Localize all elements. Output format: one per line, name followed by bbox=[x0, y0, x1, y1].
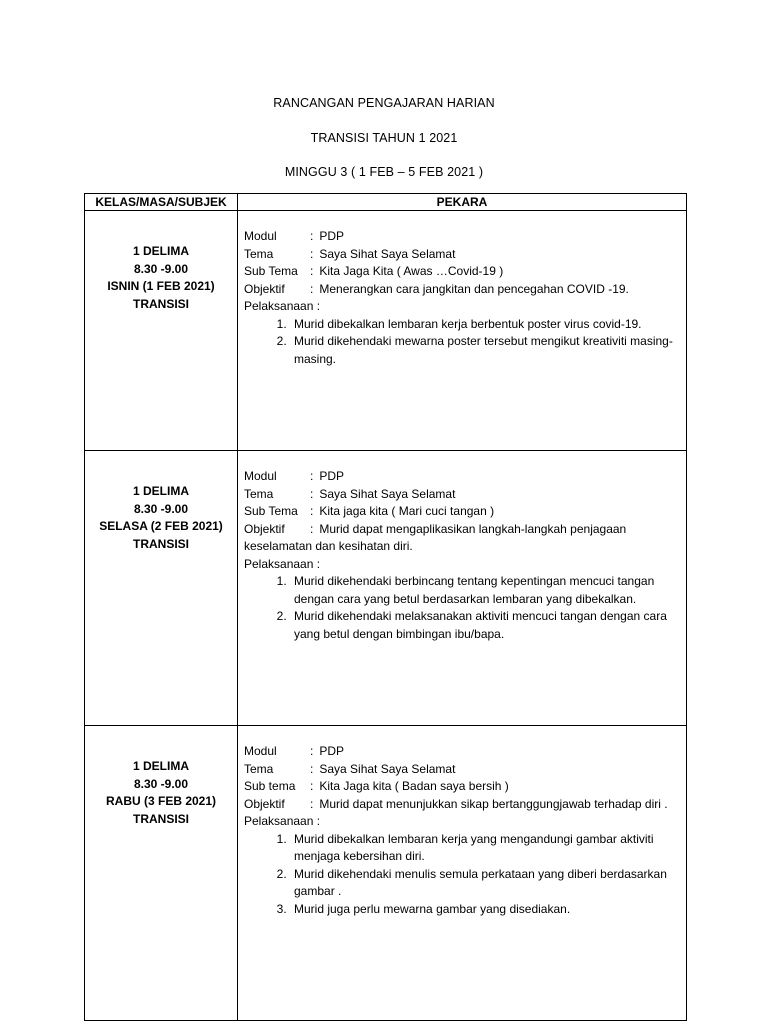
class-subject: TRANSISI bbox=[132, 811, 189, 826]
objektif-label: Objektif bbox=[244, 281, 285, 296]
class-time-cell bbox=[85, 451, 238, 726]
class-time: 8.30 -9.00 bbox=[133, 501, 189, 516]
modul-value: PDP bbox=[319, 469, 345, 483]
table-row bbox=[85, 211, 687, 451]
objektif-value: Menerangkan cara jangkitan dan pencegahan COVID -19. bbox=[319, 281, 629, 296]
table-row bbox=[85, 451, 687, 726]
tema-line: Tema : Saya Sihat Saya Selamat bbox=[244, 486, 678, 504]
modul-value: PDP bbox=[319, 229, 345, 243]
document-week: MINGGU 3 ( 1 FEB – 5 FEB 2021 ) bbox=[284, 165, 484, 179]
tema-label: Tema bbox=[244, 246, 274, 261]
class-day: SELASA (2 FEB 2021) bbox=[99, 519, 223, 533]
objektif-label: Objektif bbox=[244, 521, 285, 536]
objektif-line: Objektif : Murid dapat menunjukkan sikap bertanggungjawab terhadap diri . bbox=[244, 796, 678, 814]
subtema-line: Sub Tema : Kita jaga kita ( Mari cuci tangan ) bbox=[244, 503, 678, 521]
document-title: RANCANGAN PENGAJARAN HARIAN bbox=[273, 96, 495, 110]
class-day: ISNIN (1 FEB 2021) bbox=[107, 279, 215, 293]
modul-line: Modul : PDP bbox=[244, 743, 678, 761]
pelaksanaan-steps bbox=[244, 831, 678, 919]
class-subject: TRANSISI bbox=[132, 296, 189, 311]
column-header-pekara: PEKARA bbox=[238, 194, 687, 211]
document-subtitle: TRANSISI TAHUN 1 2021 bbox=[310, 131, 458, 145]
class-time-cell bbox=[85, 726, 238, 1021]
class-name: 1 DELIMA bbox=[132, 484, 189, 498]
subtema-value: Kita Jaga kita ( Badan saya bersih ) bbox=[319, 779, 509, 793]
subtema-label: Sub Tema bbox=[244, 504, 298, 518]
modul-label: Modul bbox=[244, 229, 277, 243]
list-item: 1. Murid dikehendaki berbincang tentang kepentingan mencuci tangan dengan cara yang betul berdasarkan lembaran yang dibekalkan. bbox=[290, 573, 678, 608]
objektif-value: Murid dapat mengaplikasikan langkah-langkah penjagaan keselamatan dan kesihatan diri. bbox=[244, 521, 627, 553]
subtema-line: Sub tema : Kita Jaga kita ( Badan saya bersih ) bbox=[244, 778, 678, 796]
objektif-label: Objektif bbox=[244, 796, 285, 811]
pelaksanaan-steps bbox=[244, 573, 678, 643]
objektif-value: Murid dapat menunjukkan sikap bertanggungjawab terhadap diri . bbox=[319, 796, 668, 811]
list-item: 2. Murid dikehendaki melaksanakan aktiviti mencuci tangan dengan cara yang betul dengan bimbingan ibu/bapa. bbox=[290, 608, 678, 643]
tema-value: Saya Sihat Saya Selamat bbox=[319, 246, 456, 261]
tema-line: Tema : Saya Sihat Saya Selamat bbox=[244, 246, 678, 264]
subtema-label: Sub tema bbox=[244, 779, 296, 793]
objektif-line: Objektif : Murid dapat mengaplikasikan langkah-langkah penjagaan keselamatan dan kesihatan diri. bbox=[244, 521, 627, 553]
subtema-line: Sub Tema : Kita Jaga Kita ( Awas …Covid-19 ) bbox=[244, 263, 678, 281]
tema-value: Saya Sihat Saya Selamat bbox=[319, 761, 456, 776]
subtema-label: Sub Tema bbox=[244, 264, 298, 278]
class-subject: TRANSISI bbox=[132, 536, 189, 551]
lesson-plan-table bbox=[84, 193, 687, 1021]
class-time-cell bbox=[85, 211, 238, 451]
list-item: 1. Murid dibekalkan lembaran kerja berbentuk poster virus covid-19. bbox=[290, 316, 678, 334]
tema-line: Tema : Saya Sihat Saya Selamat bbox=[244, 761, 678, 779]
subtema-value: Kita jaga kita ( Mari cuci tangan ) bbox=[319, 504, 495, 518]
class-day: RABU (3 FEB 2021) bbox=[105, 794, 217, 808]
pelaksanaan-steps bbox=[244, 316, 678, 369]
class-time: 8.30 -9.00 bbox=[133, 261, 189, 276]
modul-line: Modul : PDP bbox=[244, 228, 678, 246]
pelaksanaan-label: Pelaksanaan : bbox=[244, 556, 321, 571]
pelaksanaan-label: Pelaksanaan : bbox=[244, 299, 321, 313]
lesson-details-cell bbox=[238, 451, 687, 726]
table-header-row bbox=[85, 194, 687, 211]
modul-line: Modul : PDP bbox=[244, 468, 678, 486]
class-name: 1 DELIMA bbox=[132, 759, 189, 773]
objektif-line: Objektif : Menerangkan cara jangkitan dan pencegahan COVID -19. bbox=[244, 281, 678, 299]
tema-label: Tema bbox=[244, 761, 274, 776]
modul-label: Modul bbox=[244, 469, 277, 483]
list-item: 2. Murid dikehendaki menulis semula perkataan yang diberi berdasarkan gambar . bbox=[290, 866, 678, 901]
class-time: 8.30 -9.00 bbox=[133, 776, 189, 791]
tema-label: Tema bbox=[244, 486, 274, 501]
list-item: 1. Murid dibekalkan lembaran kerja yang mengandungi gambar aktiviti menjaga kebersihan diri. bbox=[290, 831, 678, 866]
modul-label: Modul bbox=[244, 744, 277, 758]
class-name: 1 DELIMA bbox=[132, 244, 189, 258]
subtema-value: Kita Jaga Kita ( Awas …Covid-19 ) bbox=[319, 264, 504, 278]
lesson-details-cell bbox=[238, 211, 687, 451]
modul-value: PDP bbox=[319, 744, 345, 758]
list-item: 2. Murid dikehendaki mewarna poster tersebut mengikut kreativiti masing-masing. bbox=[290, 333, 678, 368]
tema-value: Saya Sihat Saya Selamat bbox=[319, 486, 456, 501]
column-header-kelas: KELAS/MASA/SUBJEK bbox=[85, 194, 238, 211]
table-row bbox=[85, 726, 687, 1021]
list-item: 3. Murid juga perlu mewarna gambar yang disediakan. bbox=[290, 901, 678, 919]
lesson-details-cell bbox=[238, 726, 687, 1021]
pelaksanaan-label: Pelaksanaan : bbox=[244, 814, 321, 828]
